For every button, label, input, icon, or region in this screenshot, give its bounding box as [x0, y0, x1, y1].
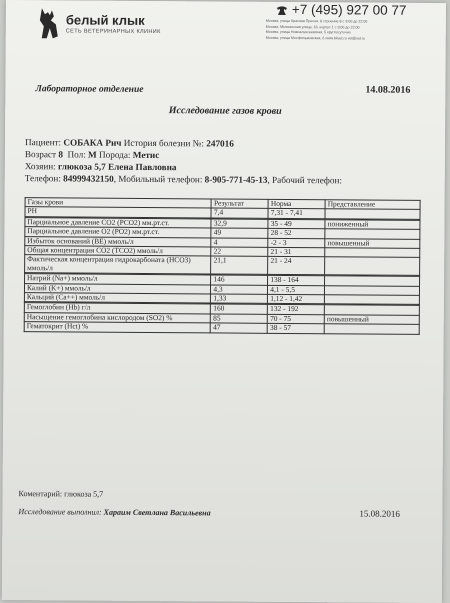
breed-value: Метис: [132, 149, 160, 161]
header-cell: Норма: [268, 199, 325, 209]
result-cell: 7,4: [211, 208, 268, 218]
address-line: Москва, улица Красная Пресня, 8 строение 8 с 9:00 до 22:00: [265, 18, 368, 24]
norm-cell: -2 - 3: [268, 238, 325, 248]
work-phone-label: , Рабочий телефон:: [267, 174, 342, 186]
norm-cell: 35 - 49: [268, 219, 325, 229]
report-date: 14.08.2016: [365, 84, 411, 96]
age-label: Возраст: [24, 149, 57, 160]
mobile-label: , Мобильный телефон:: [113, 173, 203, 185]
address-line: Москва, улица Мосфильмовская, 6 www.bkvet.ru vet@vet.ru: [265, 35, 366, 41]
result-cell: 49: [211, 228, 268, 238]
norm-cell: 138 - 164: [268, 276, 325, 286]
performed-by-line: [18, 507, 210, 517]
mobile-value: 8-905-771-45-13: [204, 174, 268, 185]
lab-report-sheet: [2, 0, 446, 603]
result-cell: 146: [211, 275, 268, 285]
result-cell: 85: [211, 314, 268, 324]
header-cell: Представление: [325, 200, 420, 210]
norm-cell: 1,12 - 1,42: [268, 294, 325, 304]
result-cell: 4,3: [211, 285, 268, 295]
parameter-cell: PH: [25, 207, 211, 218]
parameter-cell: Кальций (Ca++) ммоль/л: [24, 293, 210, 304]
sex-label: Пол:: [67, 149, 86, 160]
owner-label: Хозяин:: [24, 161, 56, 172]
interpretation-cell: повышенный: [325, 238, 420, 248]
norm-cell: 21 - 31: [268, 247, 325, 257]
parameter-cell: Общая концентрация CO2 (TCO2) ммоль/л: [25, 246, 211, 257]
clinic-logo: [36, 6, 161, 41]
norm-cell: 7,31 - 7,41: [268, 209, 325, 219]
interpretation-cell: пониженный: [325, 220, 420, 230]
breed-label: Порода:: [99, 149, 131, 160]
address-line: Москва, Мытнинская улица, 16, корпус 1 с 9:00 до 22:00: [265, 24, 360, 30]
result-cell: 47: [211, 323, 268, 333]
clinic-name: белый клык: [65, 12, 145, 28]
clinic-phone: +7 (495) 927 00 77: [291, 1, 407, 18]
phone-icon: [276, 6, 288, 16]
interpretation-cell: [324, 324, 419, 334]
result-cell: 4: [211, 238, 268, 248]
parameter-cell: Фактическая концентрация гидрокарбоната (HCO3) ммоль/л: [25, 255, 212, 274]
department-name: Лабораторное отделение: [35, 84, 144, 95]
parameter-cell: Парциальное давление O2 (PO2) мм.рт.ст.: [25, 227, 211, 238]
phone-label: Телефон:: [24, 173, 61, 184]
norm-cell: 38 - 57: [267, 324, 324, 334]
parameter-cell: Избыток оснований (BE) ммоль/л: [25, 236, 211, 247]
phone-value: 84999432150: [63, 173, 114, 184]
result-cell: 22: [211, 247, 268, 257]
performed-by-name: Хараим Светлана Васильевна: [103, 507, 211, 518]
sex-value: М: [88, 149, 97, 160]
result-cell: 21,1: [211, 256, 268, 274]
dog-logo-icon: [36, 6, 62, 40]
parameter-cell: Парциальное давление CO2 (PCO2) мм.рт.ст.: [25, 217, 211, 228]
phones-line: [25, 172, 342, 186]
result-cell: 32,9: [211, 219, 268, 229]
comment: Коментарий: глюкоза 5,7: [18, 489, 104, 499]
address-line: Москва, улица Новоалексеевская, 5 круглосуточно: [265, 30, 351, 35]
patient-name: СОБАКА Рич: [63, 137, 122, 148]
age-value: 8: [58, 149, 63, 160]
header-cell: Газы крови: [25, 198, 211, 209]
parameter-cell: Гемоглобин (Hb) г/л: [24, 303, 210, 314]
blood-gas-table: [24, 197, 421, 334]
parameter-cell: Калий (K+) ммоль/л: [24, 283, 210, 294]
result-cell: 160: [211, 304, 268, 314]
performed-date: 15.08.2016: [359, 508, 400, 519]
norm-cell: 132 - 192: [268, 305, 325, 315]
clinic-tagline: СЕТЬ ВЕТЕРИНАРНЫХ КЛИНИК: [65, 28, 161, 36]
clinic-addresses: [266, 19, 436, 43]
patient-label: Пациент:: [24, 137, 62, 148]
norm-cell: 70 - 75: [268, 314, 325, 324]
interpretation-cell: повышенный: [324, 315, 419, 325]
performed-label: Исследование выполнил:: [18, 507, 102, 517]
parameter-cell: Натрий (Na+) ммоль/л: [25, 274, 211, 285]
patient-info: [25, 136, 343, 186]
header-cell: Результат: [211, 199, 268, 209]
interpretation-cell: [325, 257, 420, 275]
norm-cell: 21 - 24: [268, 257, 325, 275]
norm-cell: 4,1 - 5,5: [268, 285, 325, 295]
norm-cell: 28 - 52: [268, 229, 325, 239]
history-number: 247016: [206, 138, 234, 149]
result-cell: 1,33: [211, 294, 268, 304]
parameter-cell: Насыщение гемоглобина кислородом (SO2) %: [24, 313, 210, 324]
history-label: История болезни №:: [123, 137, 205, 149]
parameter-cell: Гематокрит (Hct) %: [24, 322, 210, 333]
owner-value: глюкоза 5,7 Елена Павловна: [57, 161, 177, 173]
report-title: Исследование газов крови: [168, 105, 282, 117]
